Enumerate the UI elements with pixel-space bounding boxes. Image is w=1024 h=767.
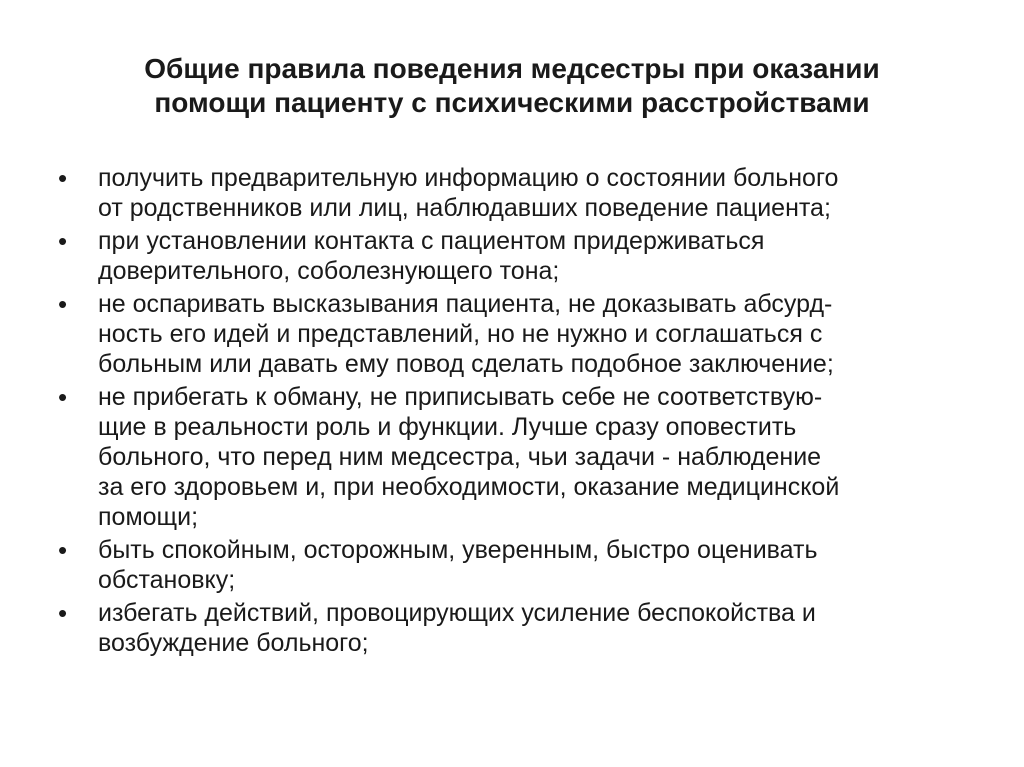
- rule-text: [98, 535, 978, 595]
- rule-item-6: [58, 598, 978, 658]
- rule-text-line: не оспаривать высказывания пациента, не доказывать абсурд-: [98, 290, 833, 318]
- rule-text-line: доверительного, соболезнующего тона;: [98, 257, 560, 285]
- rule-text-line: ность его идей и представлений, но не нужно и соглашаться с: [98, 320, 823, 348]
- rule-text-line: получить предварительную информацию о состоянии больного: [98, 164, 839, 192]
- rule-text-line: быть спокойным, осторожным, уверенным, быстро оценивать: [98, 536, 818, 564]
- bullet-icon: •: [58, 382, 68, 412]
- rule-text-line: больного, что перед ним медсестра, чьи задачи - наблюдение: [98, 443, 822, 471]
- rule-item-4: [58, 382, 978, 532]
- rule-text: [98, 289, 978, 379]
- bullet-icon: •: [58, 163, 68, 193]
- title-line-1: Общие правила поведения медсестры при оказании: [144, 53, 880, 84]
- slide-title: [0, 52, 1024, 120]
- rule-text: [98, 163, 978, 223]
- title-line-2: помощи пациенту с психическими расстройствами: [154, 87, 870, 118]
- bullet-icon: •: [58, 598, 68, 628]
- rule-text-line: возбуждение больного;: [98, 629, 369, 657]
- rule-item-5: [58, 535, 978, 595]
- bullet-icon: •: [58, 535, 68, 565]
- rule-text-line: от родственников или лиц, наблюдавших поведение пациента;: [98, 194, 831, 222]
- rule-text-line: при установлении контакта с пациентом придерживаться: [98, 227, 765, 255]
- rule-text: [98, 382, 978, 532]
- rule-text-line: не прибегать к обману, не приписывать себе не соответствую-: [98, 383, 823, 411]
- rule-text-line: больным или давать ему повод сделать подобное заключение;: [98, 350, 834, 378]
- rule-text-line: за его здоровьем и, при необходимости, оказание медицинской: [98, 473, 840, 501]
- rules-list: [58, 163, 978, 661]
- rule-text: [98, 226, 978, 286]
- rule-item-1: [58, 163, 978, 223]
- bullet-icon: •: [58, 289, 68, 319]
- rule-item-3: [58, 289, 978, 379]
- rule-text-line: щие в реальности роль и функции. Лучше сразу оповестить: [98, 413, 797, 441]
- rule-text-line: обстановку;: [98, 566, 236, 594]
- bullet-icon: •: [58, 226, 68, 256]
- rule-text-line: избегать действий, провоцирующих усиление беспокойства и: [98, 599, 816, 627]
- rule-item-2: [58, 226, 978, 286]
- rule-text-line: помощи;: [98, 503, 199, 531]
- rule-text: [98, 598, 978, 658]
